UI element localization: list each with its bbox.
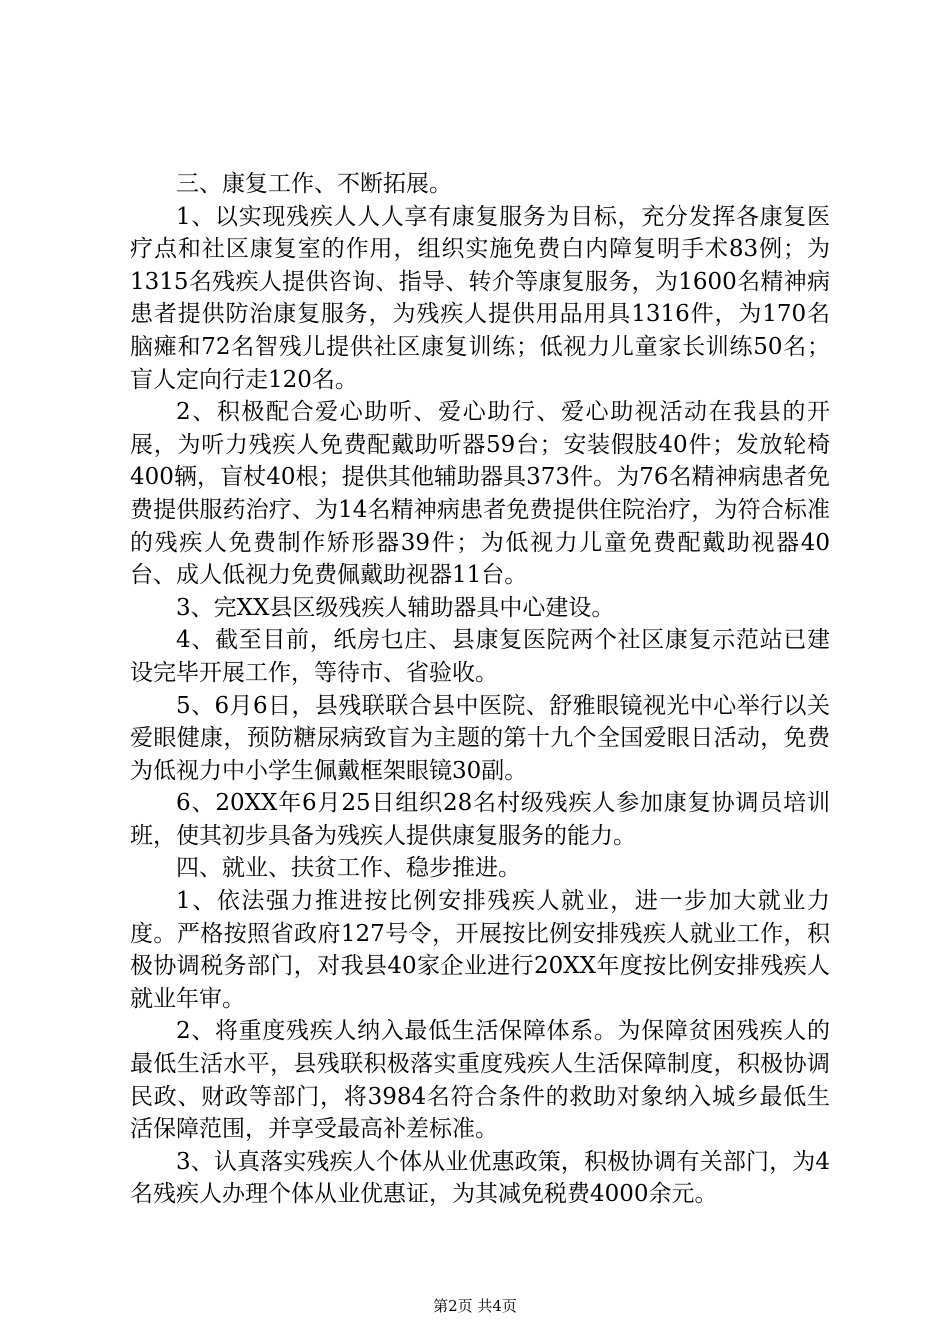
section-heading-employment: 四、就业、扶贫工作、稳步推进。 [176,855,521,882]
page-number-footer: 第2页 共4页 [433,1297,517,1315]
paragraph: 3、认真落实残疾人个体从业优惠政策，积极协调有关部门，为4名残疾人办理个体从业优惠证，为其减免税费4000余元。 [130,1148,830,1208]
paragraph: 3、完XX县区级残疾人辅助器具中心建设。 [176,594,615,621]
paragraph: 4、截至目前，纸房乜庄、县康复医院两个社区康复示范站已建设完毕开展工作，等待市、省验收。 [130,627,830,686]
paragraph: 5、6月6日，县残联联合县中医院、舒雅眼镜视光中心举行以关爱眼健康，预防糖尿病致盲为主题的第十九个全国爱眼日活动，免费为低视力中小学生佩戴框架眼镜30副。 [130,692,830,784]
paragraph: 2、积极配合爱心助听、爱心助行、爱心助视活动在我县的开展，为听力残疾人免费配戴助听器59台；安装假肢40件；发放轮椅400辆，盲杖40根；提供其他辅助器具373件。为76名精神病患者免费提供服药治疗、为14名精神病患者免费提供住院治疗，为符合标准的残疾人免费制作矫形器39件；为低视力儿童免费配戴助视器40台、成人低视力免费佩戴助视器11台。 [130,399,830,589]
paragraph: 1、依法强力推进按比例安排残疾人就业，进一步加大就业力度。严格按照省政府127号令，开展按比例安排残疾人就业工作，积极协调税务部门，对我县40家企业进行20XX年度按比例安排残疾人就业年审。 [130,888,830,1012]
paragraph: 6、20XX年6月25日组织28名村级残疾人参加康复协调员培训班，使其初步具备为残疾人提供康复服务的能力。 [130,790,830,849]
document-body [130,168,830,1211]
paragraph: 1、以实现残疾人人人享有康复服务为目标，充分发挥各康复医疗点和社区康复室的作用，组织实施免费白内障复明手术83例；为1315名残疾人提供咨询、指导、转介等康复服务，为1600名精神病患者提供防治康复服务，为残疾人提供用品用具1316件，为170名脑瘫和72名智残儿提供社区康复训练；低视力儿童家长训练50名；盲人定向行走120名。 [130,203,830,393]
section-heading-rehab: 三、康复工作、不断拓展。 [176,171,452,197]
paragraph: 2、将重度残疾人纳入最低生活保障体系。为保障贫困残疾人的最低生活水平，县残联积极落实重度残疾人生活保障制度，积极协调民政、财政等部门，将3984名符合条件的救助对象纳入城乡最低生活保障范围，并享受最高补差标准。 [130,1018,830,1143]
